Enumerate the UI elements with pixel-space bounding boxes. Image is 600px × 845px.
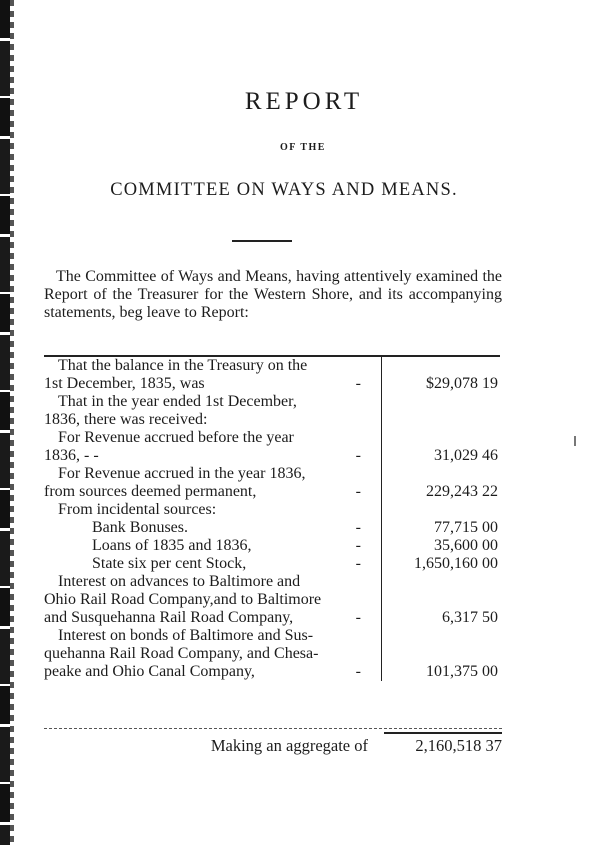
ledger-line-text: Interest on advances to Baltimore and [58, 573, 301, 590]
ledger-row-amount-cell [382, 501, 500, 519]
ledger-row-description [44, 537, 382, 555]
ledger-line-text: From incidental sources: [58, 501, 217, 518]
ledger-amount: 35,600 00 [434, 537, 498, 554]
ledger-line-text: For Revenue accrued before the year [58, 429, 294, 446]
ledger-line [44, 537, 379, 555]
ledger-row-description [44, 519, 382, 537]
ledger-row-amount-cell [382, 357, 500, 393]
ledger-row [44, 627, 500, 681]
ledger-row-description [44, 393, 382, 429]
ledger-line [44, 483, 379, 501]
leader-dash: - [355, 483, 361, 500]
ledger-line [44, 519, 379, 537]
total-row [44, 736, 502, 756]
heading-rule [232, 240, 292, 242]
ledger-row [44, 465, 500, 501]
total-label: Making an aggregate of [210, 736, 368, 755]
ledger-amount: $29,078 19 [426, 375, 498, 392]
ledger-line-text: Bank Bonuses. [92, 519, 188, 536]
ledger-line-text: That in the year ended 1st December, [58, 393, 297, 410]
ledger-line-text: 1836, there was received: [44, 411, 208, 428]
ledger-amount: 6,317 50 [442, 609, 498, 626]
ledger-row [44, 429, 500, 465]
ledger-row-amount-cell [382, 519, 500, 537]
leader-dash: - [355, 519, 361, 536]
ledger-row-description [44, 501, 382, 519]
ledger-line [44, 447, 379, 465]
ledger-line [44, 375, 379, 393]
ledger-line [44, 429, 379, 447]
ledger-row [44, 501, 500, 519]
ledger-line-text: 1st December, 1835, was [44, 375, 205, 392]
ledger-row [44, 393, 500, 429]
ledger-line-text: Ohio Rail Road Company,and to Baltimore [44, 591, 322, 608]
ledger-row [44, 537, 500, 555]
ledger-line [44, 393, 379, 411]
scan-binding-edge [0, 0, 14, 845]
ledger-row-description [44, 555, 382, 573]
ledger-row [44, 357, 500, 393]
ledger-line-text: and Susquehanna Rail Road Company, [44, 609, 294, 626]
report-title: REPORT [244, 88, 364, 115]
ledger-line [44, 609, 379, 627]
ledger-line [44, 465, 379, 483]
ledger-row [44, 519, 500, 537]
ledger-amount: 101,375 00 [426, 663, 498, 680]
ledger-row-description [44, 627, 382, 681]
ledger-line-text: For Revenue accrued in the year 1836, [58, 465, 306, 482]
leader-dash: - [355, 537, 361, 554]
ledger-line-text: 1836, - - [44, 447, 99, 464]
ledger-line [44, 573, 379, 591]
ledger-row-amount-cell [382, 555, 500, 573]
leader-dash: - [355, 555, 361, 572]
leader-dash: - [355, 663, 361, 680]
ledger-line-text: peake and Ohio Canal Company, [44, 663, 255, 680]
committee-heading: COMMITTEE ON WAYS AND MEANS. [110, 180, 458, 200]
total-separator [44, 728, 502, 729]
ledger-line-text: State six per cent Stock, [92, 555, 247, 572]
ledger-row [44, 573, 500, 627]
ledger-row-amount-cell [382, 429, 500, 465]
ledger-amount: 1,650,160 00 [414, 555, 498, 572]
ledger-row-description [44, 465, 382, 501]
ledger-row [44, 555, 500, 573]
leader-dash: - [355, 609, 361, 626]
ledger-line-text: from sources deemed permanent, [44, 483, 257, 500]
ledger-line [44, 501, 379, 519]
ledger-row-amount-cell [382, 393, 500, 429]
total-underline [384, 732, 502, 734]
ledger-row-description [44, 429, 382, 465]
ledger-line-text: quehanna Rail Road Company, and Chesa- [44, 645, 319, 662]
ledger-amount: 229,243 22 [426, 483, 498, 500]
scan-speck [574, 436, 576, 446]
ledger-line [44, 357, 379, 375]
total-amount: 2,160,518 37 [415, 736, 502, 755]
ledger-line-text: Loans of 1835 and 1836, [92, 537, 252, 554]
report-subtitle: OF THE [280, 142, 326, 153]
ledger-line-text: That the balance in the Treasury on the [58, 357, 308, 374]
ledger-line [44, 591, 379, 609]
ledger-line [44, 645, 379, 663]
ledger-line [44, 555, 379, 573]
ledger-line [44, 627, 379, 645]
ledger-line-text: Interest on bonds of Baltimore and Sus- [58, 627, 314, 644]
ledger-row-amount-cell [382, 573, 500, 627]
ledger-row-amount-cell [382, 465, 500, 501]
ledger-line [44, 663, 379, 681]
ledger-table [44, 355, 500, 681]
ledger-row-amount-cell [382, 627, 500, 681]
ledger-row-description [44, 357, 382, 393]
ledger-row-amount-cell [382, 537, 500, 555]
ledger-line [44, 411, 379, 429]
leader-dash: - [355, 375, 361, 392]
ledger-row-description [44, 573, 382, 627]
intro-paragraph: The Committee of Ways and Means, having attentively examined the Report of the Treasurer for the Western Shore, and its accompanying statements, beg leave to Report: [44, 268, 502, 321]
ledger-amount: 31,029 46 [434, 447, 498, 464]
ledger-amount: 77,715 00 [434, 519, 498, 536]
leader-dash: - [355, 447, 361, 464]
